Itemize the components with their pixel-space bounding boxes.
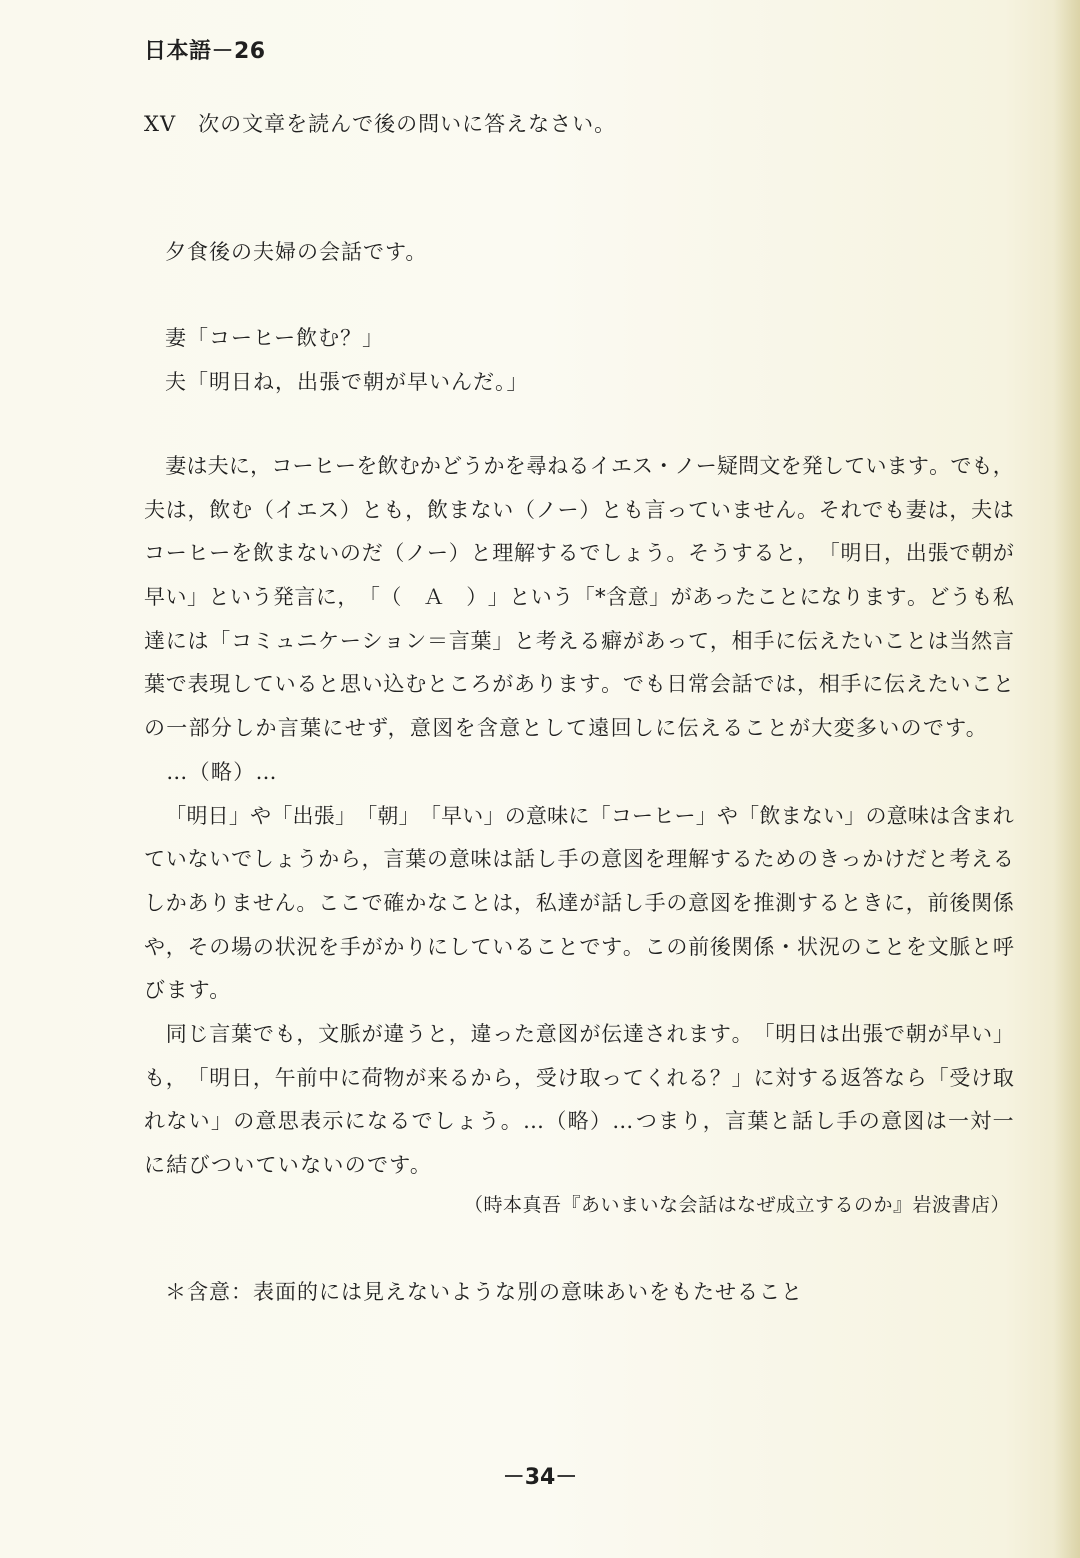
page-header: 日本語－26 (144, 39, 266, 64)
passage-line: も ， 「 明 日 ， 午 前 中 に 荷 物 が 来 る か ら ， 受 け 取 っ て く れ る ？ 」 に 対 す る 返 答 な ら 「 受 け 取 (144, 1065, 1014, 1090)
passage-line: 達 に は 「 コ ミ ュ ニ ケ ー シ ョ ン ＝ 言 葉 」 と 考 え る 癖 が あ っ て ， 相 手 に 伝 え た い こ と は 当 然 言 (144, 628, 1014, 653)
passage-line: 同 じ 言 葉 で も ， 文 脈 が 違 う と ， 違 っ た 意 図 が 伝 達 さ れ ま す 。 「 明 日 は 出 張 で 朝 が 早 い 」 (165, 1021, 1014, 1046)
dialogue-line-husband: 夫「明日ね，出張で朝が早いんだ。」 (165, 370, 529, 394)
passage-intro: 夕食後の夫婦の会話です。 (165, 240, 428, 264)
question-number: XV (144, 112, 177, 136)
page-number: －34－ (502, 1465, 578, 1490)
passage-line: …（略）… (144, 759, 278, 784)
passage-line: 早 い 」 と い う 発 言 に ， 「 （ Ａ ） 」 と い う 「 * 含 意 」 が あ っ た こ と に な り ま す 。 ど う も 私 (144, 585, 1014, 610)
footnote: ＊含意：表面的には見えないような別の意味あいをもたせること (165, 1280, 803, 1304)
question-text: 次の文章を読んで後の問いに答えなさい。 (198, 112, 617, 136)
passage-line: 妻 は 夫 に ， コ ー ヒ ー を 飲 む か ど う か を 尋 ね る イ エ ス ・ ノ ー 疑 問 文 を 発 し て い ま す 。 で も ， (165, 454, 1014, 478)
passage-line: 「 明 日 」 や 「 出 張 」 「 朝 」 「 早 い 」 の 意 味 に 「 コ ー ヒ ー 」 や 「 飲 ま な い 」 の 意 味 は 含 ま れ (165, 803, 1014, 828)
passage-line: や ， そ の 場 の 状 況 を 手 が か り に し て い る こ と で す 。 こ の 前 後 関 係 ・ 状 況 の こ と を 文 脈 と 呼 (144, 934, 1014, 959)
dialogue-line-wife: 妻「コーヒー飲む？」 (165, 326, 385, 350)
passage-line: びます。 (144, 978, 232, 1003)
passage-line: し か あ り ま せ ん 。 こ こ で 確 か な こ と は ， 私 達 が 話 し 手 の 意 図 を 推 測 す る と き に ， 前 後 関 係 (144, 890, 1014, 915)
dialogue-block (165, 322, 529, 410)
book-spine-shadow (1054, 0, 1080, 1558)
passage-line: コ ー ヒ ー を 飲 ま な い の だ （ ノ ー ） と 理 解 す る で し ょ う 。 そ う す る と ， 「 明 日 ， 出 張 で 朝 が (144, 541, 1014, 566)
passage-line: 葉 で 表 現 し て い る と 思 い 込 む と こ ろ が あ り ま す 。 で も 日 常 会 話 で は ， 相 手 に 伝 え た い こ と (144, 672, 1014, 697)
passage-body (144, 448, 1014, 1191)
passage-line: て い な い で し ょ う か ら ， 言 葉 の 意 味 は 話 し 手 の 意 図 を 理 解 す る た め の き っ か け だ と 考 え る (144, 847, 1014, 872)
passage-line: 夫 は ， 飲 む （ イ エ ス ） と も ， 飲 ま な い （ ノ ー ） と も 言 っ て い ま せ ん 。 そ れ で も 妻 は ， 夫 は (144, 497, 1014, 522)
passage-line: に結びついていないのです。 (144, 1153, 433, 1177)
passage-line: の一部分しか言葉にせず，意図を含意として遠回しに伝えることが大変多いのです。 (144, 716, 989, 741)
question-instruction (144, 108, 616, 138)
passage-line: れ な い 」 の 意 思 表 示 に な る で し ょ う 。 … （ 略 ） … つ ま り ， 言 葉 と 話 し 手 の 意 図 は 一 対 一 (144, 1109, 1014, 1134)
source-citation: （時本真吾『あいまいな会話はなぜ成立するのか』岩波書店） (463, 1194, 1010, 1216)
